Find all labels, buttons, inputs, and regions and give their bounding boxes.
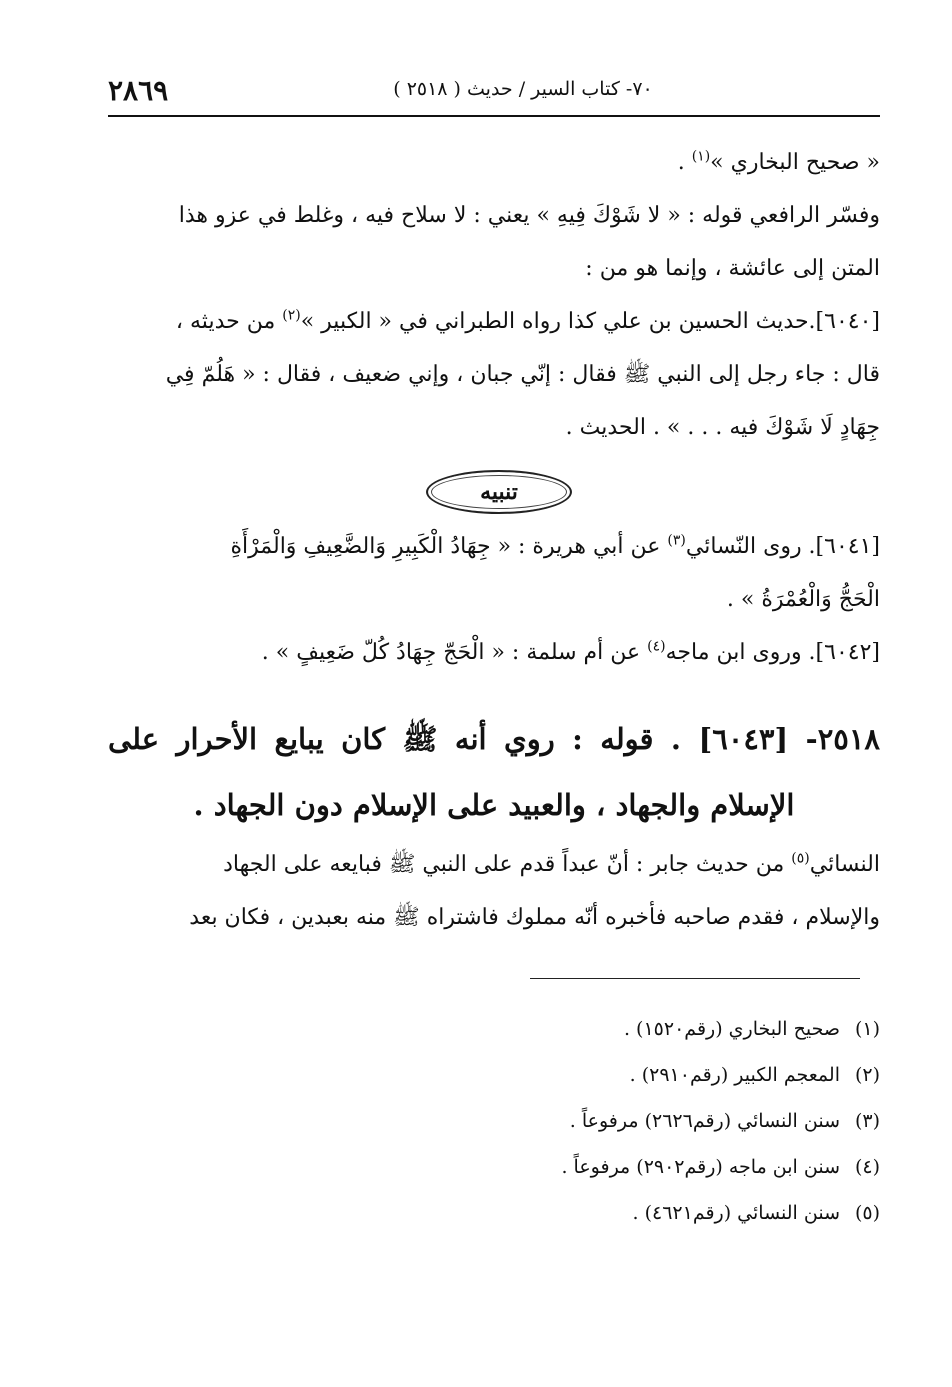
text-line xyxy=(108,295,880,348)
footnote-mark: (٣) xyxy=(854,1110,880,1132)
footnote-ref: (٤) xyxy=(647,638,666,655)
notice-text-block xyxy=(108,520,880,679)
hadith-entry-cont: عن أبي هريرة : « جِهَادُ الْكَبِيرِ وَالضَّعِيفِ وَالْمَرْأَةِ xyxy=(230,534,668,559)
source-name: النسائي xyxy=(809,852,880,877)
footnote-mark: (٢) xyxy=(854,1064,880,1086)
page-header xyxy=(108,72,880,112)
commentary-text: من حديث جابر : أنّ عبداً قدم على النبي ﷺ فبايعه على الجهاد xyxy=(223,852,792,877)
footnote xyxy=(108,1052,880,1098)
hadith-entry: [٦٠٤٠].حديث الحسين بن علي كذا رواه الطبراني في « الكبير » xyxy=(300,309,880,334)
footnote-ref: (٢) xyxy=(282,307,301,324)
heading-line: ٢٥١٨- [٦٠٤٣] . قوله : روي أنه ﷺ كان يبايع الأحرار على xyxy=(108,722,880,756)
footnote-text: سنن النسائي (رقم٤٦٢١) . xyxy=(632,1202,840,1224)
hadith-heading xyxy=(108,706,880,838)
footnote-ref: (٥) xyxy=(791,850,810,867)
footnote-ref: (١) xyxy=(691,148,711,165)
footnote xyxy=(108,1144,880,1190)
quote-source: « صحيح البخاري » xyxy=(710,150,880,175)
footnote-text: المعجم الكبير (رقم٢٩١٠) . xyxy=(629,1064,840,1086)
footnote-text: سنن ابن ماجه (رقم٢٩٠٢) مرفوعاً . xyxy=(561,1156,840,1178)
page-number: ٢٨٦٩ xyxy=(108,74,169,107)
hadith-entry: [٦٠٤٢]. وروى ابن ماجه xyxy=(665,640,880,665)
footnote-text: سنن النسائي (رقم٢٦٢٦) مرفوعاً . xyxy=(569,1110,840,1132)
footnote xyxy=(108,1098,880,1144)
hadith-entry-cont: من حديثه ، xyxy=(175,309,283,334)
text-line xyxy=(108,520,880,573)
header-rule xyxy=(108,115,880,117)
footnote-ref: (٣) xyxy=(667,532,686,549)
footnotes xyxy=(108,1006,880,1236)
footnote xyxy=(108,1190,880,1236)
text-line: وفسّر الرافعي قوله : « لا شَوْكَ فِيهِ » يعني : لا سلاح فيه ، وغلط في عزو هذا xyxy=(178,203,880,228)
heading-line: الإسلام والجهاد ، والعبيد على الإسلام دون الجهاد . xyxy=(193,788,795,822)
commentary-block xyxy=(108,838,880,944)
footnote-separator xyxy=(530,978,860,979)
text-line: المتن إلى عائشة ، وإنما هو من : xyxy=(585,256,880,281)
text-line xyxy=(108,838,880,891)
text-line: قال : جاء رجل إلى النبي ﷺ فقال : إنّي جبان ، وإني ضعيف ، فقال : « هَلُمّ فِي xyxy=(165,362,880,387)
footnote-mark: (٥) xyxy=(854,1202,880,1224)
notice-cartouche: تنبيه xyxy=(426,470,572,514)
text-line: والإسلام ، فقدم صاحبه فأخبره أنّه مملوك فاشتراه ﷺ منه بعبدين ، فكان بعد xyxy=(189,905,880,930)
footnote xyxy=(108,1006,880,1052)
text-line xyxy=(108,136,880,189)
text-line: الْحَجُّ وَالْعُمْرَةُ » . xyxy=(726,587,880,612)
hadith-entry-cont: عن أم سلمة : « الْحَجّ جِهَادُ كُلّ ضَعِيفٍ » . xyxy=(261,640,648,665)
footnote-text: صحيح البخاري (رقم١٥٢٠) . xyxy=(623,1018,840,1040)
punctuation: . xyxy=(677,150,692,175)
main-text-block xyxy=(108,136,880,454)
text-line: جِهَادٍ لَا شَوْكَ فيه . . . » . الحديث . xyxy=(565,415,880,440)
hadith-entry: [٦٠٤١]. روى النّسائي xyxy=(685,534,880,559)
running-title: ٧٠- كتاب السير / حديث ( ٢٥١٨ ) xyxy=(393,78,653,100)
footnote-mark: (٤) xyxy=(854,1156,880,1178)
footnote-mark: (١) xyxy=(854,1018,880,1040)
text-line xyxy=(108,626,880,679)
